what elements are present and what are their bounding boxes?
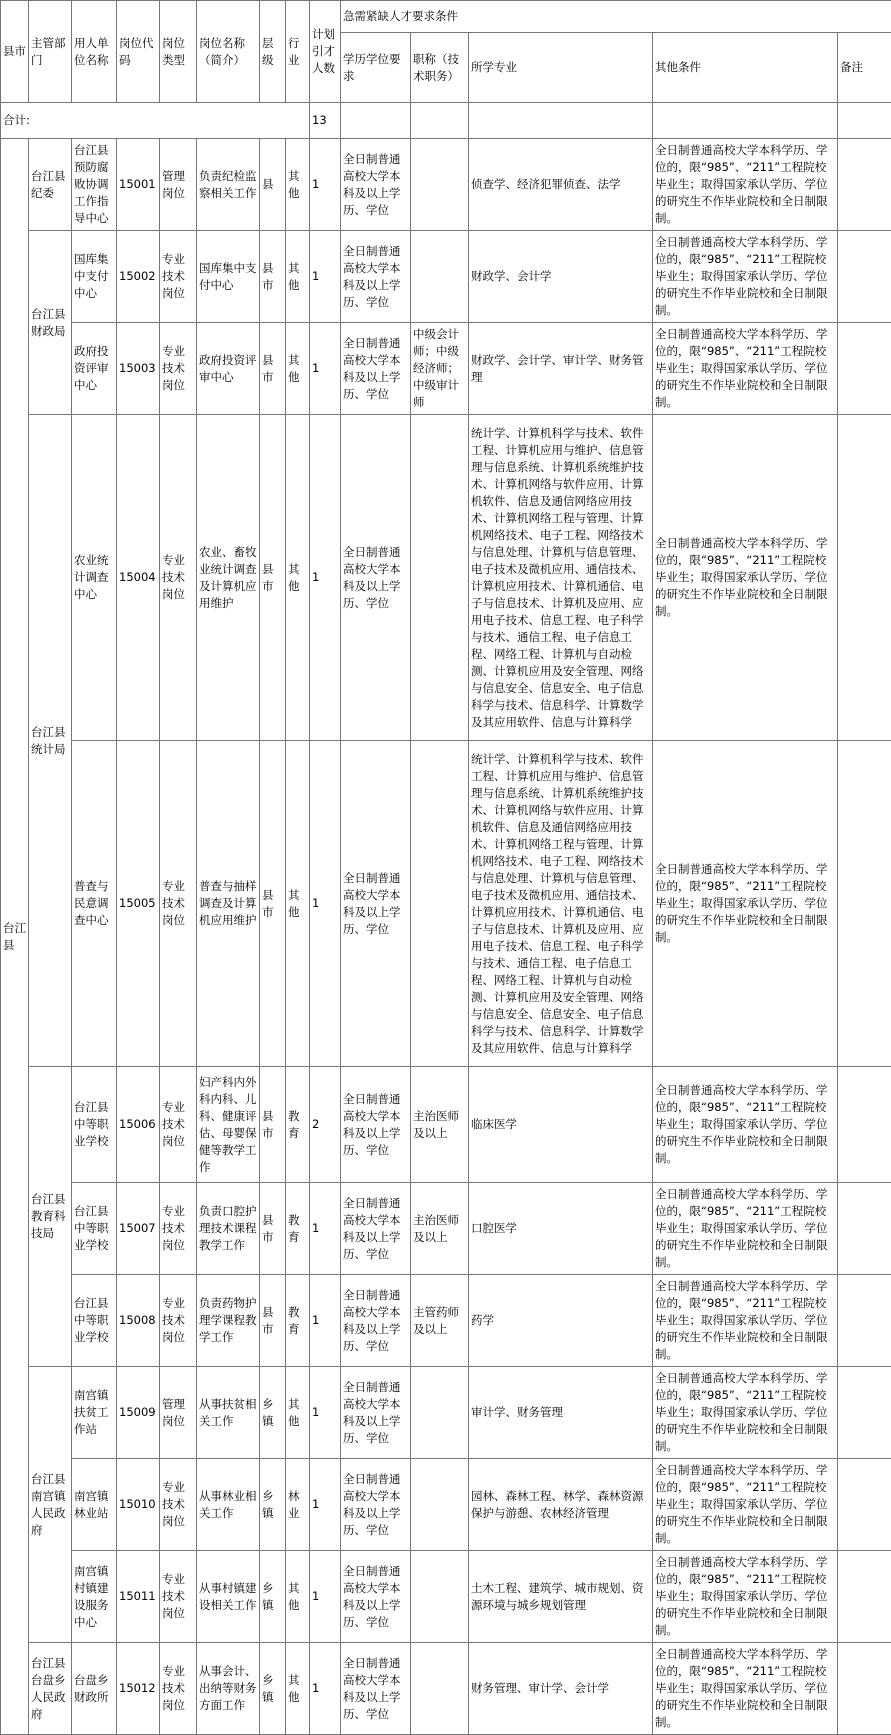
type-cell: 专业技术岗位 [160,1067,197,1183]
title-cell [411,1367,469,1459]
title-cell [411,1643,469,1735]
industry-cell: 其他 [286,415,310,741]
header-industry: 行业 [286,1,310,103]
level-cell: 县市 [260,231,286,323]
header-conditions: 急需紧缺人才要求条件 [341,1,891,33]
type-cell: 专业技术岗位 [160,231,197,323]
type-cell: 专业技术岗位 [160,323,197,415]
unit-cell: 台江县中等职业学校 [72,1067,117,1183]
post-cell: 从事村镇建设相关工作 [197,1551,260,1643]
education-cell: 全日制普通高校大学本科及以上学历、学位 [341,323,411,415]
education-cell: 全日制普通高校大学本科及以上学历、学位 [341,741,411,1067]
other-cell: 全日制普通高校大学本科学历、学位的，限“985”、“211”工程院校毕业生；取得国家承认学历、学位的研究生不作毕业院校和全日制限制。 [653,1643,838,1735]
post-cell: 国库集中支付中心 [197,231,260,323]
title-cell: 主治医师及以上 [411,1183,469,1275]
header-title: 职称（技术职务） [411,33,469,103]
type-cell: 管理岗位 [160,1367,197,1459]
major-cell: 统计学、计算机科学与技术、软件工程、计算机应用与维护、信息管理与信息系统、计算机系统维护技术、计算机网络与软件应用、计算机软件、信息及通信网络应用技术、计算机网络工程与管理、计算机网络技术、电子工程、网络技术与信息处理、计算机与信息管理、电子技术及微机应用、通信技术、计算机应用技术、计算机通信、电子与信息技术、计算机及应用、应用电子技术、信息工程、电子科学与技术、通信工程、电子信息工程、网络工程、计算机与自动检测、计算机应用及安全管理、网络与信息安全、信息安全、电子信息科学与技术、信息科学、计算数学及其应用软件、信息与计算科学 [469,415,653,741]
code-cell: 15006 [117,1067,160,1183]
other-cell: 全日制普通高校大学本科学历、学位的，限“985”、“211”工程院校毕业生；取得国家承认学历、学位的研究生不作毕业院校和全日制限制。 [653,415,838,741]
post-cell: 农业、畜牧业统计调查及计算机应用维护 [197,415,260,741]
unit-cell: 南宫镇林业站 [72,1459,117,1551]
type-cell: 专业技术岗位 [160,415,197,741]
education-cell: 全日制普通高校大学本科及以上学历、学位 [341,139,411,231]
post-cell: 负责药物护理学课程教学工作 [197,1275,260,1367]
education-cell: 全日制普通高校大学本科及以上学历、学位 [341,1643,411,1735]
code-cell: 15002 [117,231,160,323]
count-cell: 1 [310,1183,341,1275]
remark-cell [838,415,891,741]
level-cell: 乡镇 [260,1551,286,1643]
level-cell: 乡镇 [260,1459,286,1551]
table-row [1,1183,891,1275]
level-cell: 县市 [260,1067,286,1183]
header-level: 层级 [260,1,286,103]
post-cell: 从事扶贫相关工作 [197,1367,260,1459]
title-cell [411,231,469,323]
remark-cell [838,1367,891,1459]
title-cell [411,139,469,231]
major-cell: 统计学、计算机科学与技术、软件工程、计算机应用与维护、信息管理与信息系统、计算机系统维护技术、计算机网络与软件应用、计算机软件、信息及通信网络应用技术、计算机网络工程与管理、计算机网络技术、电子工程、网络技术与信息处理、计算机与信息管理、电子技术及微机应用、通信技术、计算机应用技术、计算机通信、电子与信息技术、计算机及应用、应用电子技术、信息工程、电子科学与技术、通信工程、电子信息工程、网络工程、计算机与自动检测、计算机应用及安全管理、网络与信息安全、信息安全、电子信息科学与技术、信息科学、计算数学及其应用软件、信息与计算科学 [469,741,653,1067]
level-cell: 县 [260,139,286,231]
dept-cell: 台江县台盘乡人民政府 [29,1643,72,1735]
remark-cell [838,231,891,323]
header-education: 学历学位要求 [341,33,411,103]
industry-cell: 其他 [286,1551,310,1643]
other-cell: 全日制普通高校大学本科学历、学位的，限“985”、“211”工程院校毕业生；取得国家承认学历、学位的研究生不作毕业院校和全日制限制。 [653,1551,838,1643]
unit-cell: 政府投资评审中心 [72,323,117,415]
major-cell: 财政学、会计学 [469,231,653,323]
remark-cell [838,1275,891,1367]
type-cell: 专业技术岗位 [160,741,197,1067]
type-cell: 专业技术岗位 [160,1275,197,1367]
remark-cell [838,323,891,415]
remark-cell [838,1643,891,1735]
dept-cell: 台江县财政局 [29,231,72,415]
industry-cell: 其他 [286,1367,310,1459]
title-cell [411,1551,469,1643]
education-cell: 全日制普通高校大学本科及以上学历、学位 [341,1551,411,1643]
level-cell: 县市 [260,1275,286,1367]
code-cell: 15007 [117,1183,160,1275]
code-cell: 15012 [117,1643,160,1735]
header-row-1 [1,1,891,33]
remark-cell [838,1459,891,1551]
count-cell: 1 [310,741,341,1067]
other-cell: 全日制普通高校大学本科学历、学位的，限“985”、“211”工程院校毕业生；取得国家承认学历、学位的研究生不作毕业院校和全日制限制。 [653,1459,838,1551]
industry-cell: 林业 [286,1459,310,1551]
education-cell: 全日制普通高校大学本科及以上学历、学位 [341,415,411,741]
count-cell: 1 [310,323,341,415]
level-cell: 县市 [260,415,286,741]
total-label: 合计: [1,103,310,139]
table-row [1,415,891,741]
industry-cell: 其他 [286,323,310,415]
education-cell: 全日制普通高校大学本科及以上学历、学位 [341,1459,411,1551]
other-cell: 全日制普通高校大学本科学历、学位的，限“985”、“211”工程院校毕业生；取得国家承认学历、学位的研究生不作毕业院校和全日制限制。 [653,1183,838,1275]
code-cell: 15009 [117,1367,160,1459]
total-count: 13 [310,103,341,139]
other-cell: 全日制普通高校大学本科学历、学位的，限“985”、“211”工程院校毕业生；取得国家承认学历、学位的研究生不作毕业院校和全日制限制。 [653,231,838,323]
count-cell: 1 [310,1643,341,1735]
unit-cell: 农业统计调查中心 [72,415,117,741]
title-cell [411,741,469,1067]
table-row [1,1067,891,1183]
header-code: 岗位代码 [117,1,160,103]
count-cell: 1 [310,231,341,323]
code-cell: 15008 [117,1275,160,1367]
count-cell: 2 [310,1067,341,1183]
county-cell: 台江县 [1,139,29,1735]
count-cell: 1 [310,1551,341,1643]
remark-cell [838,1551,891,1643]
post-cell: 负责口腔护理技术课程教学工作 [197,1183,260,1275]
count-cell: 1 [310,1367,341,1459]
major-cell: 临床医学 [469,1067,653,1183]
major-cell: 园林、森林工程、林学、森林资源保护与游憩、农林经济管理 [469,1459,653,1551]
table-row [1,1551,891,1643]
count-cell: 1 [310,1275,341,1367]
code-cell: 15003 [117,323,160,415]
type-cell: 管理岗位 [160,139,197,231]
title-cell [411,1459,469,1551]
education-cell: 全日制普通高校大学本科及以上学历、学位 [341,231,411,323]
major-cell: 侦查学、经济犯罪侦查、法学 [469,139,653,231]
unit-cell: 南宫镇村镇建设服务中心 [72,1551,117,1643]
industry-cell: 教育 [286,1067,310,1183]
unit-cell: 台盘乡财政所 [72,1643,117,1735]
major-cell: 财务管理、审计学、会计学 [469,1643,653,1735]
industry-cell: 其他 [286,231,310,323]
remark-cell [838,1183,891,1275]
title-cell: 中级会计师；中级经济师；中级审计师 [411,323,469,415]
dept-cell: 台江县纪委 [29,139,72,231]
table-row [1,139,891,231]
header-type: 岗位类型 [160,1,197,103]
type-cell: 专业技术岗位 [160,1643,197,1735]
code-cell: 15001 [117,139,160,231]
other-cell: 全日制普通高校大学本科学历、学位的，限“985”、“211”工程院校毕业生；取得国家承认学历、学位的研究生不作毕业院校和全日制限制。 [653,139,838,231]
industry-cell: 其他 [286,139,310,231]
table-row [1,323,891,415]
table-row [1,1643,891,1735]
dept-cell: 台江县教育科技局 [29,1067,72,1367]
unit-cell: 国库集中支付中心 [72,231,117,323]
remark-cell [838,741,891,1067]
code-cell: 15010 [117,1459,160,1551]
other-cell: 全日制普通高校大学本科学历、学位的，限“985”、“211”工程院校毕业生；取得国家承认学历、学位的研究生不作毕业院校和全日制限制。 [653,1367,838,1459]
education-cell: 全日制普通高校大学本科及以上学历、学位 [341,1183,411,1275]
post-cell: 妇产科内外科内科、儿科、健康评估、母婴保健等教学工作 [197,1067,260,1183]
type-cell: 专业技术岗位 [160,1459,197,1551]
post-cell: 从事会计、出纳等财务方面工作 [197,1643,260,1735]
code-cell: 15005 [117,741,160,1067]
table-row [1,741,891,1067]
title-cell [411,415,469,741]
table-row [1,1367,891,1459]
type-cell: 专业技术岗位 [160,1183,197,1275]
table-row [1,1275,891,1367]
unit-cell: 台江县中等职业学校 [72,1183,117,1275]
header-county: 县市 [1,1,29,103]
header-count: 计划引才人数 [310,1,341,103]
header-other: 其他条件 [653,33,838,103]
other-cell: 全日制普通高校大学本科学历、学位的，限“985”、“211”工程院校毕业生；取得国家承认学历、学位的研究生不作毕业院校和全日制限制。 [653,1275,838,1367]
education-cell: 全日制普通高校大学本科及以上学历、学位 [341,1275,411,1367]
code-cell: 15011 [117,1551,160,1643]
unit-cell: 台江县预防腐败协调工作指导中心 [72,139,117,231]
count-cell: 1 [310,139,341,231]
level-cell: 县市 [260,1183,286,1275]
title-cell: 主管药师及以上 [411,1275,469,1367]
major-cell: 审计学、财务管理 [469,1367,653,1459]
header-dept: 主管部门 [29,1,72,103]
industry-cell: 教育 [286,1183,310,1275]
header-major: 所学专业 [469,33,653,103]
unit-cell: 台江县中等职业学校 [72,1275,117,1367]
other-cell: 全日制普通高校大学本科学历、学位的，限“985”、“211”工程院校毕业生；取得国家承认学历、学位的研究生不作毕业院校和全日制限制。 [653,741,838,1067]
remark-cell [838,1067,891,1183]
post-cell: 从事林业相关工作 [197,1459,260,1551]
major-cell: 土木工程、建筑学、城市规划、资源环境与城乡规划管理 [469,1551,653,1643]
major-cell: 口腔医学 [469,1183,653,1275]
level-cell: 县市 [260,323,286,415]
other-cell: 全日制普通高校大学本科学历、学位的，限“985”、“211”工程院校毕业生；取得国家承认学历、学位的研究生不作毕业院校和全日制限制。 [653,323,838,415]
post-cell: 政府投资评审中心 [197,323,260,415]
education-cell: 全日制普通高校大学本科及以上学历、学位 [341,1067,411,1183]
table-row [1,1459,891,1551]
type-cell: 专业技术岗位 [160,1551,197,1643]
industry-cell: 其他 [286,741,310,1067]
post-cell: 负责纪检监察相关工作 [197,139,260,231]
header-remark: 备注 [838,33,891,103]
post-cell: 普查与抽样调查及计算机应用维护 [197,741,260,1067]
industry-cell: 其他 [286,1643,310,1735]
unit-cell: 南宫镇扶贫工作站 [72,1367,117,1459]
count-cell: 1 [310,415,341,741]
industry-cell: 教育 [286,1275,310,1367]
code-cell: 15004 [117,415,160,741]
table-row [1,231,891,323]
total-row [1,103,891,139]
remark-cell [838,139,891,231]
level-cell: 县市 [260,741,286,1067]
level-cell: 乡镇 [260,1367,286,1459]
dept-cell: 台江县统计局 [29,415,72,1067]
title-cell: 主治医师及以上 [411,1067,469,1183]
unit-cell: 普查与民意调查中心 [72,741,117,1067]
other-cell: 全日制普通高校大学本科学历、学位的，限“985”、“211”工程院校毕业生；取得国家承认学历、学位的研究生不作毕业院校和全日制限制。 [653,1067,838,1183]
header-unit: 用人单位名称 [72,1,117,103]
major-cell: 药学 [469,1275,653,1367]
major-cell: 财政学、会计学、审计学、财务管理 [469,323,653,415]
education-cell: 全日制普通高校大学本科及以上学历、学位 [341,1367,411,1459]
level-cell: 乡镇 [260,1643,286,1735]
count-cell: 1 [310,1459,341,1551]
header-post: 岗位名称（简介） [197,1,260,103]
dept-cell: 台江县南宫镇人民政府 [29,1367,72,1643]
